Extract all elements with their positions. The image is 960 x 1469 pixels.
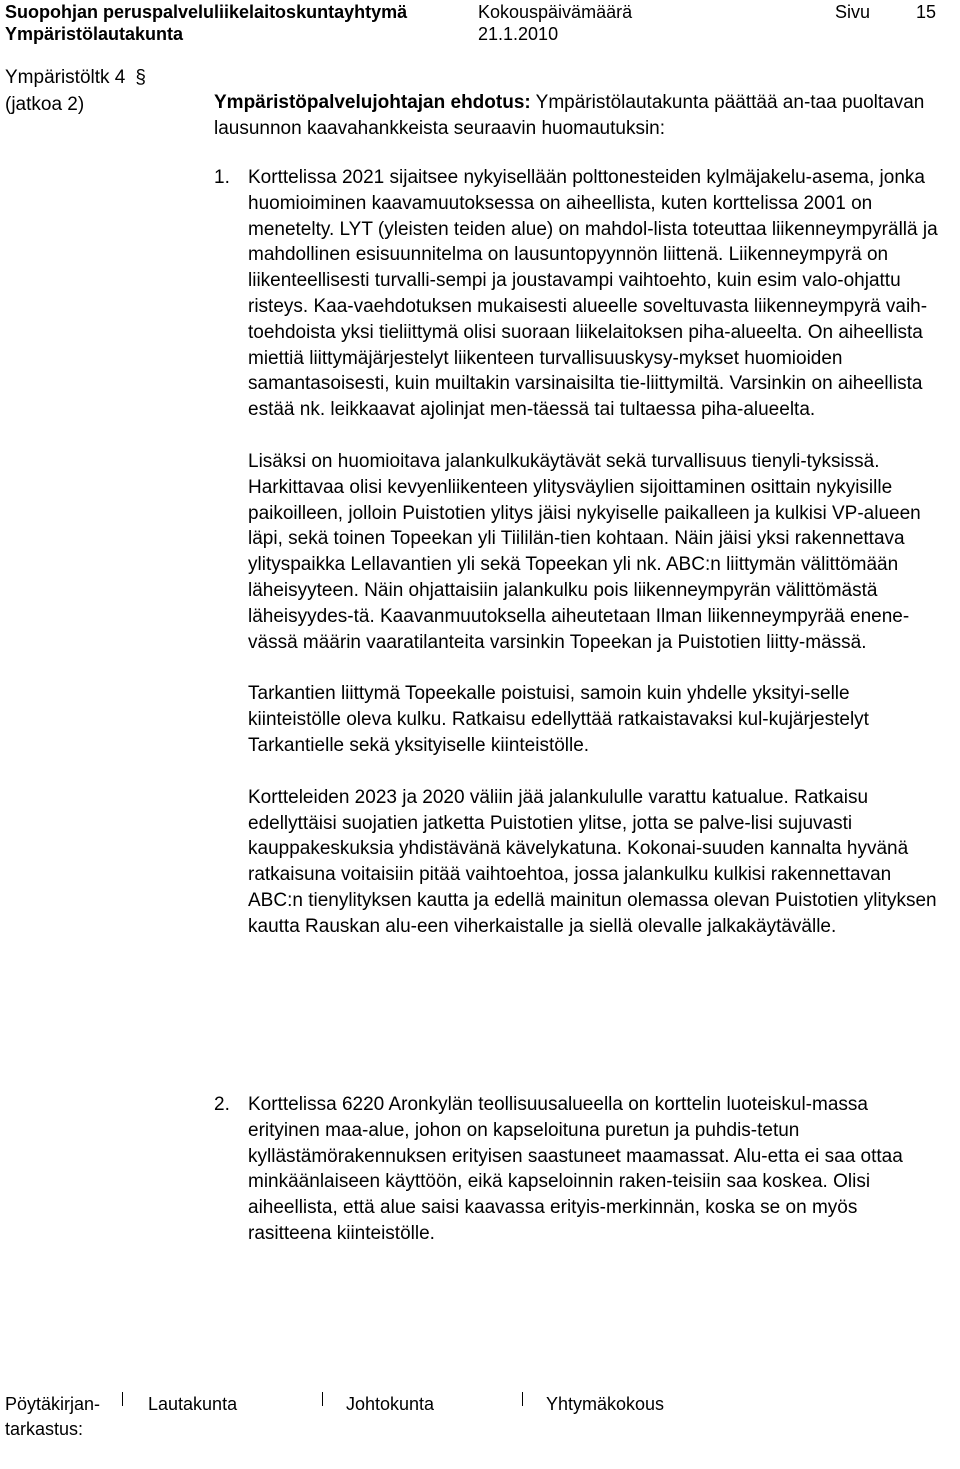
footer-divider <box>522 1392 523 1406</box>
continued-label: (jatkoa 2) <box>5 94 85 115</box>
item-paragraph: Lisäksi on huomioitava jalankulkukäytävät sekä turvallisuus tienyli-tyksissä. Harkittavaa olisi kevyenliikenteen ylitysväylien sijoittaminen osittain nykyisille paikoilleen, jolloin Puistotien ylitys jäisi nykyiselle paikalleen ja kulkisi VP-alueen läpi, sekä toinen Topeekan yli Tiililän-tien kohtaan. Näin jäisi yksi rakennettava ylityspaikka Lellavantien yli sekä Topeekan yli nk. ABC:n liittymän välittömään läheisyyteen. Näin ohjattaisiin jalankulku pois liikenneympyrän välittömästä läheisyydes-tä. Kaavanmuutoksella aiheutetaan Ilman liikenneympyrää enene-vässä määrin vaaratilanteita varsinkin Topeekan ja Puistotien liitty-mässä. <box>248 450 921 653</box>
section-title: Ympäristöltk 4 <box>5 67 126 88</box>
list-item <box>214 1092 944 1247</box>
item-number: 2. <box>214 1094 230 1115</box>
signature-footer <box>0 1392 960 1452</box>
proposal-intro <box>214 90 934 142</box>
section-sign: § <box>135 67 146 88</box>
footer-board: Lautakunta <box>148 1394 238 1414</box>
item-paragraph: Kortteleiden 2023 ja 2020 väliin jää jalankululle varattu katualue. Ratkaisu edellyttäisi suojatien jatketta Puistotien ylitse, jotta se palve-lisi sujuvasti kauppakeskuksia yhdistävänä kävelykatuna. Kokonai-suuden kannalta hyvänä ratkaisuna voitaisiin pitää vaihtoehtoa, jossa jalankulku kulkisi rakennettavan ABC:n tienylityksen kautta ja edellä mainitun olemassa olevan Puistotien ylityksen kautta Rauskan alu-een viherkaistalle ja siellä olevalle jalkakäytävälle. <box>248 786 937 937</box>
item-paragraph: Tarkantien liittymä Topeekalle poistuisi, samoin kuin yhdelle yksityi-selle kiinteistölle oleva kulku. Ratkaisu edellyttää ratkaistavaksi kul-kujärjestelyt Tarkantielle sekä yksityiselle kiinteistölle. <box>248 683 869 756</box>
organization-name: Suopohjan peruspalveluliikelaitoskuntayhtymä <box>5 2 408 22</box>
footer-management: Johtokunta <box>346 1394 435 1414</box>
footer-minutes-check: Pöytäkirjan-tarkastus: <box>5 1394 101 1439</box>
page-number: 15 <box>916 2 937 22</box>
proposal-lead: Ympäristöpalvelujohtajan ehdotus: <box>214 92 531 113</box>
date-label: Kokouspäivämäärä <box>478 2 633 22</box>
section-label <box>5 64 146 118</box>
item-paragraph: Korttelissa 2021 sijaitsee nykyisellään polttonesteiden kylmäjakelu-asema, jonka huomioiminen kaavamuutoksessa on aiheellista, kuten korttelissa 2001 on menetelty. LYT (yleisten teiden alue) on mahdol-lista toteuttaa liikenneympyrällä ja mahdollinen esisuunnitelma on lausuntopyynnön liittenä. Liikenneympyrä on liikenteellisesti turvalli-sempi ja joustavampi vaihtoehto, kuin esim valo-ohjattu risteys. Kaa-vaehdotuksen mukaisesti alueelle soveltuvasta liikenneympyrä vaih-toehdoista yksi tieliittymä olisi suoraan liikelaitoksen piha-alueelta. On aiheellista miettiä liittymäjärjestelyt liikenteen turvallisuuskysy-mykset huomioiden samantasoisesti, kuin muiltakin varsinaisilta tie-liittymiltä. Varsinkin on aiheellista estää nk. leikkaavat ajolinjat men-täessä tai tultaessa piha-alueelta. <box>248 167 938 421</box>
board-name: Ympäristölautakunta <box>5 24 184 44</box>
page-label: Sivu <box>835 2 871 22</box>
list-item <box>214 165 944 940</box>
footer-divider <box>322 1392 323 1406</box>
footer-divider <box>122 1392 123 1406</box>
meeting-date: 21.1.2010 <box>478 24 559 44</box>
item-number: 1. <box>214 167 230 188</box>
proposal-text: Ympäristölautakunta päättää an-taa puoltavan lausunnon kaavahankkeista seuraavin huomautuksin: <box>214 92 925 139</box>
footer-assembly: Yhtymäkokous <box>546 1394 665 1414</box>
item-paragraph: Korttelissa 6220 Aronkylän teollisuusalueella on korttelin luoteiskul-massa erityinen maa-alue, johon on kapseloituna puretun ja puhdis-tetun kyllästämörakennuksen erityisen saastuneet maamassat. Alu-etta ei saa ottaa minkäänlaiseen käyttöön, eikä kapseloinnin raken-teisiin saa koskea. Olisi aiheellista, että alue saisi kaavassa erityis-merkinnän, koska se on myös rasitteena kiinteistölle. <box>248 1094 903 1244</box>
